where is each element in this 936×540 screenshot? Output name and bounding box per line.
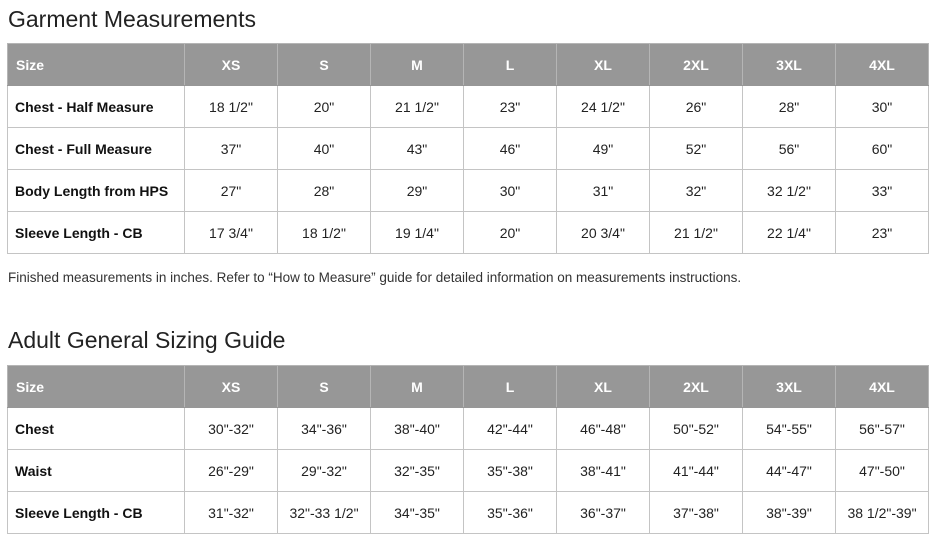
table-cell: 52"	[650, 128, 743, 170]
table-cell: 56"-57"	[836, 408, 929, 450]
column-header: Size	[8, 366, 185, 408]
table-cell: 26"-29"	[185, 450, 278, 492]
table-cell: 37"	[185, 128, 278, 170]
column-header: S	[278, 366, 371, 408]
column-header: XL	[557, 366, 650, 408]
table-cell: 29"	[371, 170, 464, 212]
column-header: 2XL	[650, 366, 743, 408]
table-cell: 32 1/2"	[743, 170, 836, 212]
table-cell: 26"	[650, 86, 743, 128]
table-cell: 23"	[464, 86, 557, 128]
table-row	[8, 170, 929, 212]
table-cell: 34"-36"	[278, 408, 371, 450]
column-header: Size	[8, 44, 185, 86]
column-header: L	[464, 44, 557, 86]
table-cell: 20 3/4"	[557, 212, 650, 254]
table-cell: 29"-32"	[278, 450, 371, 492]
row-label: Chest - Half Measure	[8, 86, 185, 128]
table-row	[8, 86, 929, 128]
table-cell: 32"-35"	[371, 450, 464, 492]
table-row	[8, 492, 929, 534]
table-cell: 18 1/2"	[278, 212, 371, 254]
table-cell: 30"	[464, 170, 557, 212]
sizing-guide-title: Adult General Sizing Guide	[8, 327, 286, 353]
column-header: 3XL	[743, 44, 836, 86]
column-header: 3XL	[743, 366, 836, 408]
table-header-row	[8, 366, 929, 408]
table-cell: 19 1/4"	[371, 212, 464, 254]
table-cell: 41"-44"	[650, 450, 743, 492]
table-cell: 23"	[836, 212, 929, 254]
table-cell: 54"-55"	[743, 408, 836, 450]
column-header: 2XL	[650, 44, 743, 86]
table-row	[8, 408, 929, 450]
column-header: L	[464, 366, 557, 408]
column-header: M	[371, 44, 464, 86]
table-cell: 20"	[464, 212, 557, 254]
table-cell: 32"-33 1/2"	[278, 492, 371, 534]
table-cell: 43"	[371, 128, 464, 170]
table-cell: 21 1/2"	[371, 86, 464, 128]
column-header: 4XL	[836, 44, 929, 86]
table-cell: 30"	[836, 86, 929, 128]
column-header: M	[371, 366, 464, 408]
column-header: 4XL	[836, 366, 929, 408]
table-cell: 22 1/4"	[743, 212, 836, 254]
table-cell: 37"-38"	[650, 492, 743, 534]
table-cell: 28"	[278, 170, 371, 212]
row-label: Chest	[8, 408, 185, 450]
column-header: XS	[185, 44, 278, 86]
table-header-row	[8, 44, 929, 86]
table-cell: 50"-52"	[650, 408, 743, 450]
table-cell: 35"-38"	[464, 450, 557, 492]
table-cell: 17 3/4"	[185, 212, 278, 254]
table-row	[8, 212, 929, 254]
table-cell: 32"	[650, 170, 743, 212]
table-cell: 38"-41"	[557, 450, 650, 492]
table-cell: 49"	[557, 128, 650, 170]
table-row	[8, 450, 929, 492]
column-header: XS	[185, 366, 278, 408]
table-cell: 60"	[836, 128, 929, 170]
table-cell: 27"	[185, 170, 278, 212]
table-cell: 21 1/2"	[650, 212, 743, 254]
row-label: Sleeve Length - CB	[8, 212, 185, 254]
table-cell: 38"-39"	[743, 492, 836, 534]
table-cell: 46"-48"	[557, 408, 650, 450]
table-cell: 36"-37"	[557, 492, 650, 534]
table-cell: 20"	[278, 86, 371, 128]
garment-measurements-table	[7, 43, 929, 254]
table-cell: 31"-32"	[185, 492, 278, 534]
table-cell: 44"-47"	[743, 450, 836, 492]
measurements-note: Finished measurements in inches. Refer to “How to Measure” guide for detailed information on measurements instructions.	[8, 270, 742, 285]
table-cell: 38"-40"	[371, 408, 464, 450]
table-row	[8, 128, 929, 170]
table-cell: 47"-50"	[836, 450, 929, 492]
table-cell: 33"	[836, 170, 929, 212]
table-cell: 24 1/2"	[557, 86, 650, 128]
table-cell: 35"-36"	[464, 492, 557, 534]
row-label: Sleeve Length - CB	[8, 492, 185, 534]
table-cell: 42"-44"	[464, 408, 557, 450]
table-cell: 40"	[278, 128, 371, 170]
table-cell: 31"	[557, 170, 650, 212]
table-cell: 56"	[743, 128, 836, 170]
table-cell: 38 1/2"-39"	[836, 492, 929, 534]
table-cell: 30"-32"	[185, 408, 278, 450]
table-cell: 18 1/2"	[185, 86, 278, 128]
table-cell: 34"-35"	[371, 492, 464, 534]
column-header: XL	[557, 44, 650, 86]
row-label: Chest - Full Measure	[8, 128, 185, 170]
table-cell: 28"	[743, 86, 836, 128]
sizing-guide-table	[7, 365, 929, 534]
row-label: Waist	[8, 450, 185, 492]
garment-measurements-title: Garment Measurements	[8, 6, 256, 32]
row-label: Body Length from HPS	[8, 170, 185, 212]
table-cell: 46"	[464, 128, 557, 170]
column-header: S	[278, 44, 371, 86]
